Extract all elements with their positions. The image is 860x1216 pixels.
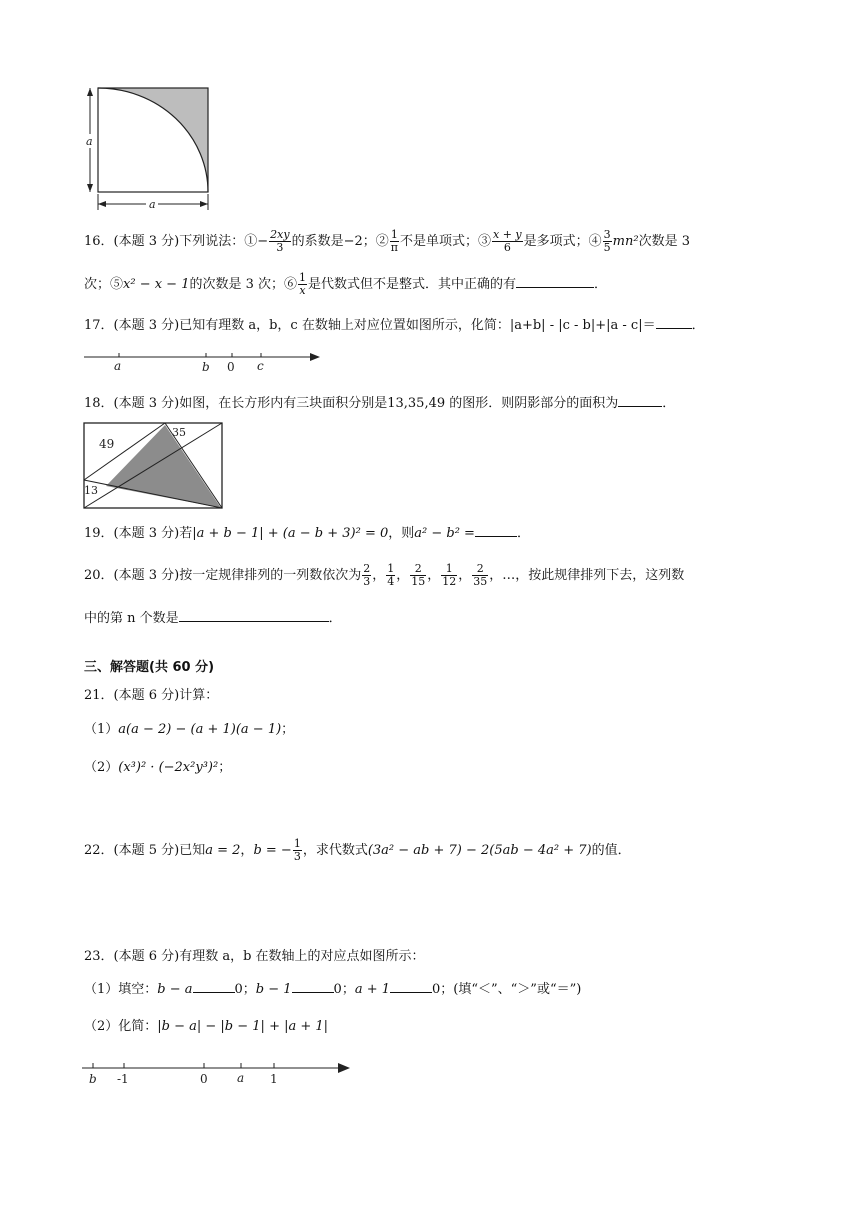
shaded-triangle [106, 425, 221, 508]
area-13: 13 [84, 484, 98, 497]
answer-blank[interactable] [179, 609, 329, 622]
axis-label-b: b [89, 1072, 97, 1086]
fraction: $\frac{1}{4}$ [387, 562, 395, 588]
axis-label-b: b [202, 360, 210, 373]
rectangle-figure-q18 [83, 422, 225, 510]
answer-blank[interactable] [475, 524, 517, 537]
axis-label-a: a [114, 359, 122, 373]
fraction: $\frac{x + y}{6}$ [493, 228, 522, 254]
fraction: $\frac{2xy}{3}$ [270, 228, 290, 254]
section-title: 三、解答题(共 60 分) [84, 660, 215, 675]
question-23-part-2: （2）化简：|b − a| − |b − 1| + |a + 1| [84, 1019, 329, 1034]
shaded-region [98, 88, 208, 192]
question-17: 17．(本题 3 分)已知有理数 a，b，c 在数轴上对应位置如图所示，化简：|a+b| - |c - b|+|a - c|＝ ． [84, 318, 705, 333]
answer-blank[interactable] [193, 980, 235, 993]
fraction: $\frac{2}{35}$ [473, 562, 488, 588]
quarter-circle-figure [82, 86, 212, 212]
question-23-part-1: （1）填空：b − a 0；b − 1 0；a + 1 0；(填“＜”、“＞”或“＝”) [84, 982, 582, 997]
question-21-title: 21．(本题 6 分)计算： [84, 688, 219, 703]
question-22: 22．(本题 5 分)已知a = 2，b = − $\frac{1}{3}$ ，求代数式(3a² − ab + 7) − 2(5ab − 4a² + 7)的值． [84, 837, 631, 863]
side-label-a: a [86, 135, 93, 148]
number-line-q17 [84, 349, 324, 373]
fraction: $\frac{2}{3}$ [363, 562, 371, 588]
question-18: 18．(本题 3 分)如图，在长方形内有三块面积分别是13,35,49 的图形．则阴影部分的面积为 ． [84, 396, 676, 411]
fraction: $\frac{2}{15}$ [411, 562, 426, 588]
question-16-line-1: 16．(本题 3 分)下列说法：①− $\frac{2xy}{3}$ 的系数是−2；② $\frac{1}{\pi}$ 不是单项式；③ $\frac{x + y}{6}$ 是多项式；④ $\frac{3}{5}$ mn²次数是 3 [84, 228, 690, 254]
question-16-line-2: 次；⑤x² − x − 1的次数是 3 次；⑥ $\frac{1}{x}$ 是代数式但不是整式．其中正确的有 ． [84, 271, 608, 297]
fraction: $\frac{1}{12}$ [442, 562, 457, 588]
question-21-part-2: （2）(x³)² · (−2x²y³)²； [84, 760, 232, 775]
area-49: 49 [99, 437, 115, 451]
axis-label-0: 0 [200, 1072, 208, 1086]
number-line-q23 [82, 1058, 354, 1088]
answer-blank[interactable] [656, 316, 692, 329]
answer-blank[interactable] [516, 275, 594, 288]
axis-label-1: 1 [270, 1072, 278, 1086]
fraction: $\frac{1}{3}$ [293, 837, 301, 863]
answer-blank[interactable] [292, 980, 334, 993]
question-19: 19．(本题 3 分)若|a + b − 1| + (a − b + 3)² = 0，则a² − b² = ． [84, 526, 530, 541]
answer-blank[interactable] [618, 394, 662, 407]
question-23-title: 23．(本题 6 分)有理数 a，b 在数轴上的对应点如图所示： [84, 949, 425, 964]
area-35: 35 [172, 426, 186, 439]
answer-blank[interactable] [390, 980, 432, 993]
axis-label-a: a [237, 1071, 245, 1085]
fraction: $\frac{1}{x}$ [299, 271, 307, 297]
fraction: $\frac{3}{5}$ [603, 228, 611, 254]
bottom-label-a: a [149, 198, 156, 211]
axis-label-c: c [257, 359, 264, 373]
axis-label-minus-1: -1 [117, 1072, 129, 1086]
fraction: $\frac{1}{\pi}$ [390, 228, 398, 254]
question-20-line-2: 中的第 n 个数是 ． [84, 611, 342, 626]
axis-label-0: 0 [227, 360, 235, 373]
question-20-line-1: 20．(本题 3 分)按一定规律排列的一列数依次为 $\frac{2}{3}$ ， $\frac{1}{4}$ ， $\frac{2}{15}$ ， $\frac{1}{12}$ ， $\frac{2}{35}$ ，…，按此规律排列下去，这列数 [84, 562, 685, 588]
question-21-part-1: （1）a(a − 2) − (a + 1)(a − 1)； [84, 722, 295, 737]
